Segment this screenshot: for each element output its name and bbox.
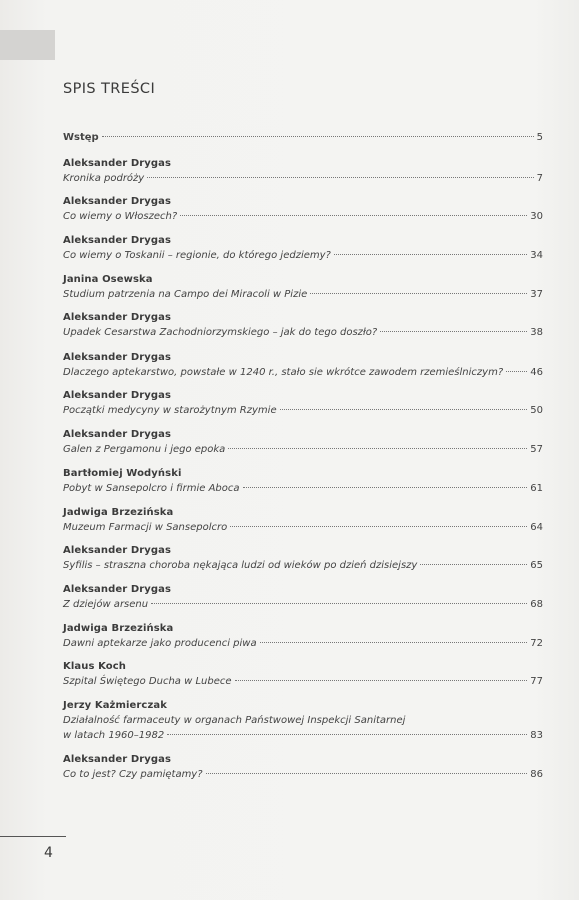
toc-entry [63, 233, 543, 263]
toc-page-number: 72 [530, 638, 543, 649]
toc-title-line [63, 636, 543, 651]
toc-title: Z dziejów arsenu [63, 599, 149, 610]
toc-page-number: 38 [530, 327, 543, 338]
toc-page-number: 30 [530, 211, 543, 222]
corner-scan-tab [0, 30, 55, 60]
toc-author: Bartłomiej Wodyński [63, 468, 182, 479]
toc-page-number: 5 [536, 132, 543, 143]
toc-title-line [63, 558, 543, 573]
toc-title-line [63, 403, 543, 418]
toc-page-number: 7 [536, 173, 543, 184]
toc-title: w latach 1960–1982 [63, 730, 165, 741]
toc-entry [63, 427, 543, 457]
toc-title: Pobyt w Sansepolcro i firmie Aboca [63, 483, 240, 494]
toc-author: Aleksander Drygas [63, 429, 172, 440]
toc-title: Co wiemy o Włoszech? [63, 211, 178, 222]
toc-entry [63, 505, 543, 535]
toc-entry [63, 466, 543, 496]
toc-entry [63, 582, 543, 612]
toc-entry [63, 698, 543, 743]
toc-entry [63, 659, 543, 689]
toc-author: Aleksander Drygas [63, 196, 172, 207]
toc-title: Dawni aptekarze jako producenci piwa [63, 638, 257, 649]
dot-leader [167, 734, 527, 735]
dot-leader [151, 603, 527, 604]
dot-leader [228, 448, 527, 449]
dot-leader [102, 136, 534, 137]
toc-page-number: 86 [530, 769, 543, 780]
toc-title-line [63, 209, 543, 224]
toc-page-number: 77 [530, 676, 543, 687]
toc-author: Aleksander Drygas [63, 390, 172, 401]
toc-entry [63, 156, 543, 186]
toc-page-number: 57 [530, 444, 543, 455]
toc-entry [63, 272, 543, 302]
toc-page-number: 83 [530, 730, 543, 741]
page-number: 4 [44, 845, 53, 861]
dot-leader [280, 409, 528, 410]
toc-entry [63, 543, 543, 573]
toc-author: Aleksander Drygas [63, 584, 172, 595]
toc-page-number: 50 [530, 405, 543, 416]
dot-leader [180, 215, 527, 216]
toc-entry [63, 310, 543, 340]
toc-author: Jerzy Każmierczak [63, 700, 167, 711]
toc-title: Syfilis – straszna choroba nękająca ludzi od wieków po dzień dzisiejszy [63, 560, 418, 571]
toc-title: Muzeum Farmacji w Sansepolcro [63, 522, 228, 533]
toc-page-number: 37 [530, 289, 543, 300]
toc-page-number: 65 [530, 560, 543, 571]
toc-entry [63, 388, 543, 418]
toc-title: Galen z Pergamonu i jego epoka [63, 444, 226, 455]
toc-title-line [63, 767, 543, 782]
toc-entry [63, 621, 543, 651]
toc-title: Wstęp [63, 132, 99, 143]
dot-leader [235, 680, 528, 681]
toc-title-first-line: Działalność farmaceuty w organach Państwowej Inspekcji Sanitarnej [63, 715, 406, 726]
toc-title-line [63, 130, 543, 145]
toc-title: Co wiemy o Toskanii – regionie, do którego jedziemy? [63, 250, 331, 261]
dot-leader [420, 564, 527, 565]
dot-leader [380, 331, 527, 332]
toc-author: Aleksander Drygas [63, 352, 172, 363]
toc-title-line [63, 365, 543, 380]
toc-title: Co to jest? Czy pamiętamy? [63, 769, 203, 780]
dot-leader [230, 526, 527, 527]
toc-page-number: 64 [530, 522, 543, 533]
toc-title-line [63, 597, 543, 612]
toc-entry [63, 350, 543, 380]
toc-title-line [63, 171, 543, 186]
toc-title-line [63, 287, 543, 302]
toc-page-number: 68 [530, 599, 543, 610]
toc-title-line [63, 481, 543, 496]
toc-page-number: 61 [530, 483, 543, 494]
toc-title-line [63, 674, 543, 689]
toc-author: Aleksander Drygas [63, 312, 172, 323]
toc-title-line [63, 728, 543, 743]
dot-leader [506, 371, 527, 372]
footer-rule [0, 836, 66, 837]
dot-leader [243, 487, 528, 488]
toc-title: Początki medycyny w starożytnym Rzymie [63, 405, 277, 416]
toc-title: Upadek Cesarstwa Zachodniorzymskiego – jak do tego doszło? [63, 327, 378, 338]
toc-author: Jadwiga Brzezińska [63, 507, 174, 518]
toc-title-line [63, 520, 543, 535]
toc-author: Klaus Koch [63, 661, 126, 672]
toc-author: Aleksander Drygas [63, 754, 172, 765]
toc-title-line [63, 325, 543, 340]
toc-title-line [63, 248, 543, 263]
page-title: SPIS TREŚCI [63, 81, 156, 97]
toc-page-number: 34 [530, 250, 543, 261]
toc-entry [63, 130, 543, 145]
toc-title: Studium patrzenia na Campo dei Miracoli w Pizie [63, 289, 308, 300]
toc-title: Kronika podróży [63, 173, 145, 184]
toc-author: Janina Osewska [63, 274, 153, 285]
dot-leader [147, 177, 533, 178]
toc-entry [63, 752, 543, 782]
toc-entry [63, 194, 543, 224]
dot-leader [310, 293, 527, 294]
toc-author: Aleksander Drygas [63, 545, 172, 556]
dot-leader [260, 642, 528, 643]
toc-title: Dlaczego aptekarstwo, powstałe w 1240 r., stało sie wkrótce zawodem rzemieślniczym? [63, 367, 504, 378]
toc-page-number: 46 [530, 367, 543, 378]
dot-leader [206, 773, 528, 774]
toc-author: Aleksander Drygas [63, 235, 172, 246]
dot-leader [334, 254, 527, 255]
toc-title-line [63, 442, 543, 457]
toc-title: Szpital Świętego Ducha w Lubece [63, 676, 232, 687]
toc-author: Jadwiga Brzezińska [63, 623, 174, 634]
toc-author: Aleksander Drygas [63, 158, 172, 169]
